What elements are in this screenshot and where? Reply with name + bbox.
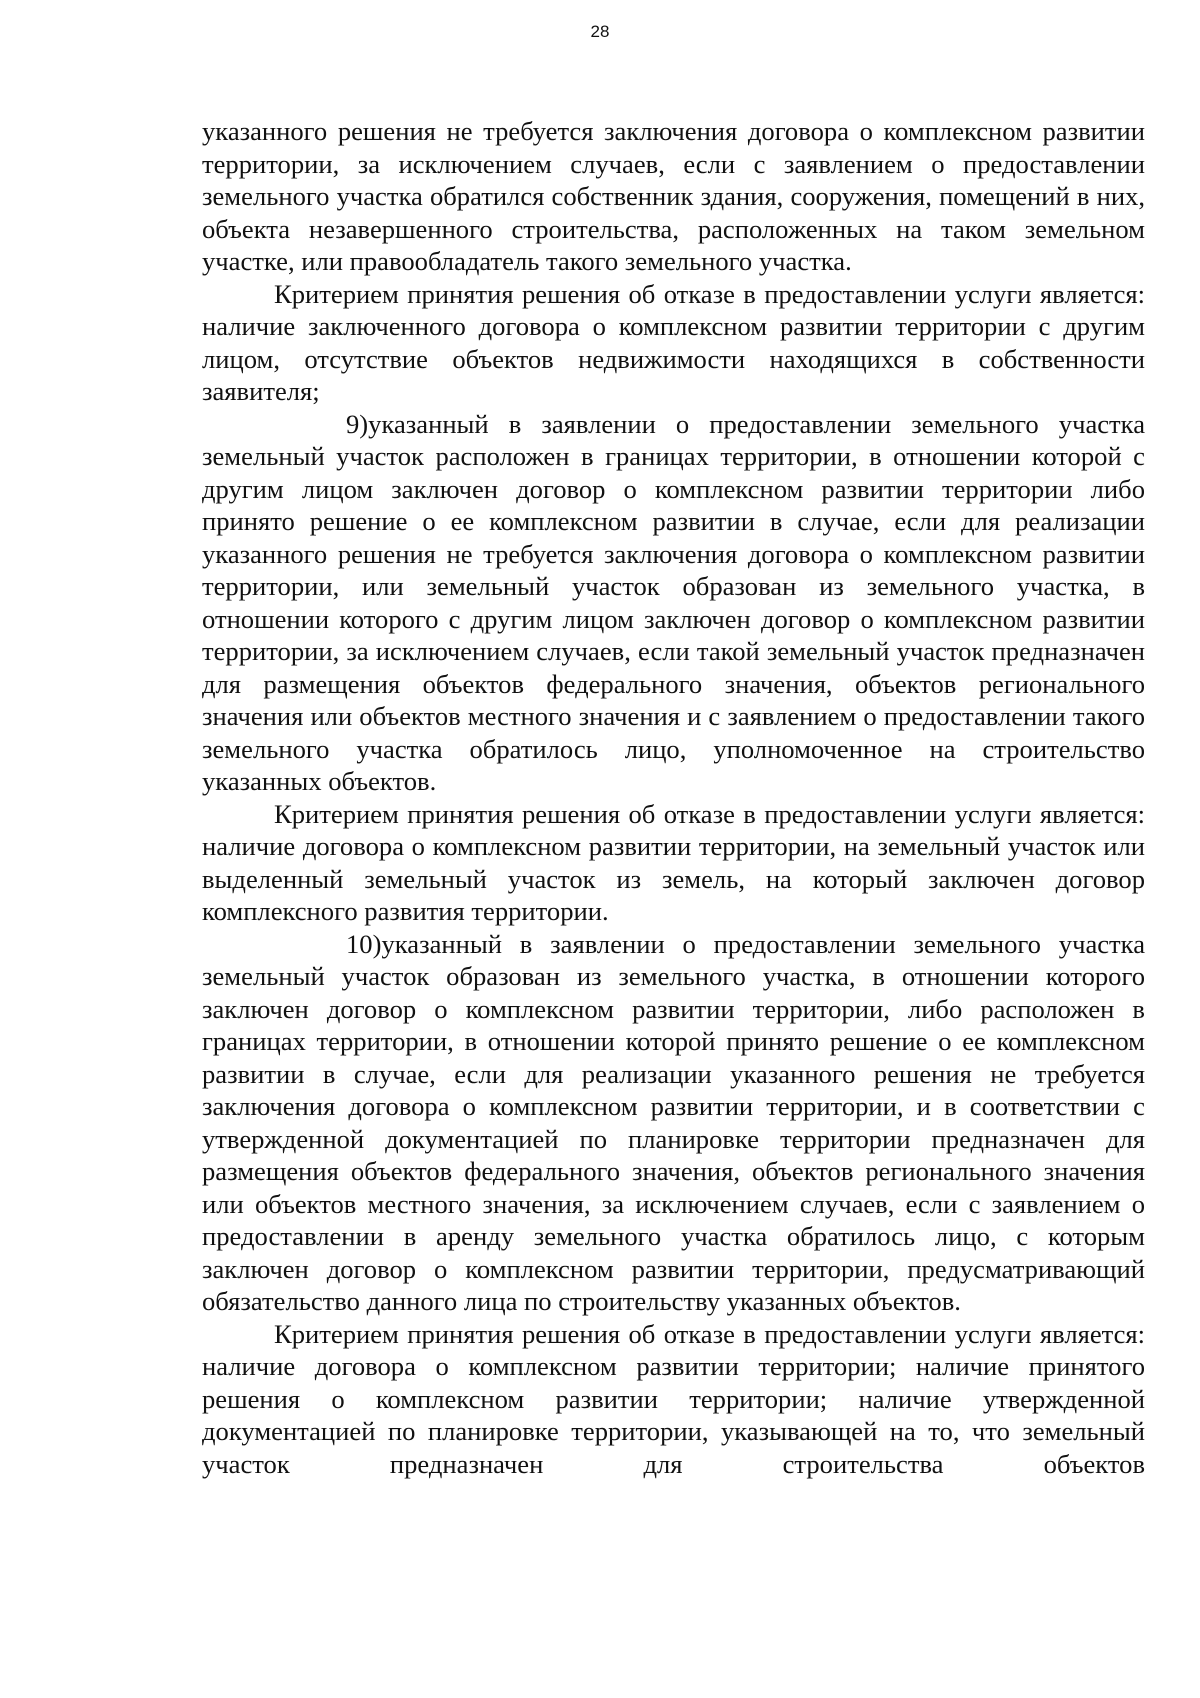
paragraph-criterion-3: Критерием принятия решения об отказе в предоставлении услуги является: наличие договора о комплексном развитии территории; наличие принятого решения о комплексном развитии территории; наличие утвержденной документацией по планировке территории, указывающей на то, что земельный участок предназначен для строительства объектов [202, 1318, 1145, 1479]
paragraph-criterion-1: Критерием принятия решения об отказе в предоставлении услуги является: наличие заключенного договора о комплексном развитии территории с другим лицом, отсутствие объектов недвижимости находящихся в собственности заявителя; [202, 278, 1145, 406]
paragraph-item-9 [202, 408, 1145, 798]
page-number: 28 [590, 22, 610, 41]
paragraph-item-10 [202, 928, 1145, 1318]
item-number: 9) [346, 408, 369, 439]
paragraph-criterion-2: Критерием принятия решения об отказе в предоставлении услуги является: наличие договора о комплексном развитии территории, на земельный участок или выделенный земельный участок из земель, на который заключен договор комплексного развития территории. [202, 798, 1145, 926]
document-body [202, 115, 1145, 1480]
paragraph-continuation: указанного решения не требуется заключения договора о комплексном развитии территории, за исключением случаев, если с заявлением о предоставлении земельного участка обратился собственник здания, сооружения, помещений в них, объекта незавершенного строительства, расположенных на таком земельном участке, или правообладатель такого земельного участка. [202, 116, 1145, 276]
item-text: указанный в заявлении о предоставлении земельного участка земельный участок расположен в границах территории, в отношении которой с другим лицом заключен договор о комплексном развитии территории либо принято решение о ее комплексном развитии в случае, если для реализации указанного решения не требуется заключения договора о комплексном развитии территории, или земельный участок образован из земельного участка, в отношении которого с другим лицом заключен договор о комплексном развитии территории, за исключением случаев, если такой земельный участок предназначен для размещения объектов федерального значения, объектов регионального значения или объектов местного значения и с заявлением о предоставлении такого земельного участка обратилось лицо, уполномоченное на строительство указанных объектов. [202, 408, 1145, 796]
item-text: указанный в заявлении о предоставлении земельного участка земельный участок образован из земельного участка, в отношении которого заключен договор о комплексном развитии территории, либо расположен в границах территории, в отношении которой принято решение о ее комплексном развитии в случае, если для реализации указанного решения не требуется заключения договора о комплексном развитии территории, и в соответствии с утвержденной документацией по планировке территории предназначен для размещения объектов федерального значения, объектов регионального значения или объектов местного значения, за исключением случаев, если с заявлением о предоставлении в аренду земельного участка обратилось лицо, с которым заключен договор о комплексном развитии территории, предусматривающий обязательство данного лица по строительству указанных объектов. [202, 928, 1145, 1316]
item-number: 10) [346, 928, 382, 959]
